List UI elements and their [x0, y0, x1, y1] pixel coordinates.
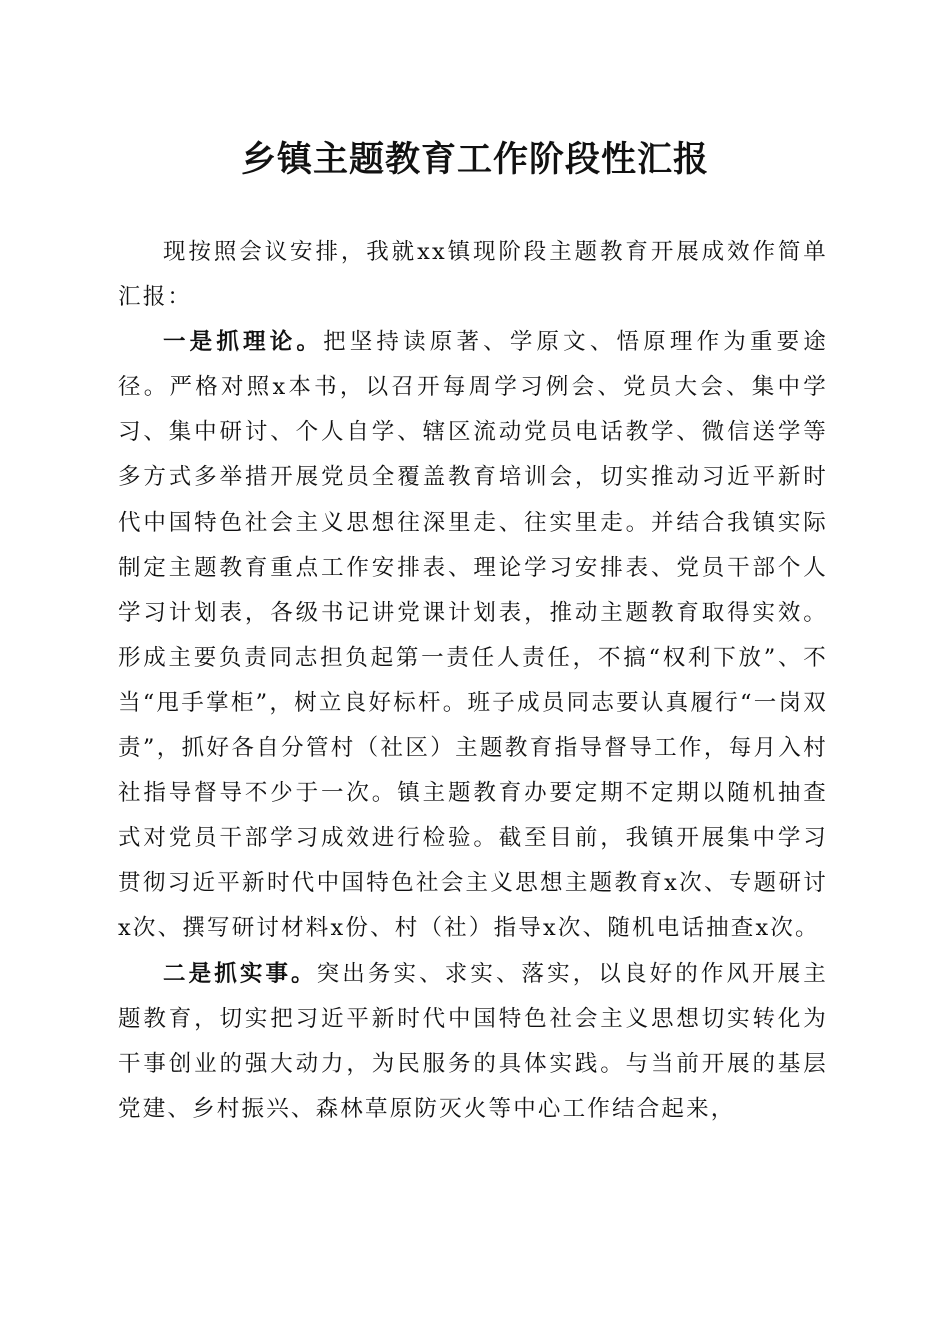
document-body — [118, 230, 828, 1132]
document-title: 乡镇主题教育工作阶段性汇报 — [240, 139, 709, 180]
paragraph-practice — [118, 952, 828, 1132]
paragraph-text: 现按照会议安排，我就xx镇现阶段主题教育开展成效作简单汇报： — [118, 239, 828, 311]
paragraph-lead: 二是抓实事。 — [163, 960, 317, 987]
paragraph-lead: 一是抓理论。 — [163, 329, 324, 356]
paragraph-theory — [118, 320, 828, 951]
paragraph-text: 突出务实、求实、落实，以良好的作风开展主题教育，切实把习近平新时代中国特色社会主义思想切实转化为干事创业的强大动力，为民服务的具体实践。与当前开展的基层党建、乡村振兴、森林草原防灭火等中心工作结合起来， — [118, 960, 828, 1122]
paragraph-text: 把坚持读原著、学原文、悟原理作为重要途径。严格对照x本书，以召开每周学习例会、党员大会、集中学习、集中研讨、个人自学、辖区流动党员电话教学、微信送学等多方式多举措开展党员全覆盖教育培训会，切实推动习近平新时代中国特色社会主义思想往深里走、往实里走。并结合我镇实际制定主题教育重点工作安排表、理论学习安排表、党员干部个人学习计划表，各级书记讲党课计划表，推动主题教育取得实效。形成主要负责同志担负起第一责任人责任，不搞“权利下放”、不当“甩手掌柜”，树立良好标杆。班子成员同志要认真履行“一岗双责”，抓好各自分管村（社区）主题教育指导督导工作，每月入村社指导督导不少于一次。镇主题教育办要定期不定期以随机抽查式对党员干部学习成效进行检验。截至目前，我镇开展集中学习贯彻习近平新时代中国特色社会主义思想主题教育x次、专题研讨x次、撰写研讨材料x份、村（社）指导x次、随机电话抽查x次。 — [118, 329, 828, 942]
paragraph-intro — [118, 230, 828, 320]
